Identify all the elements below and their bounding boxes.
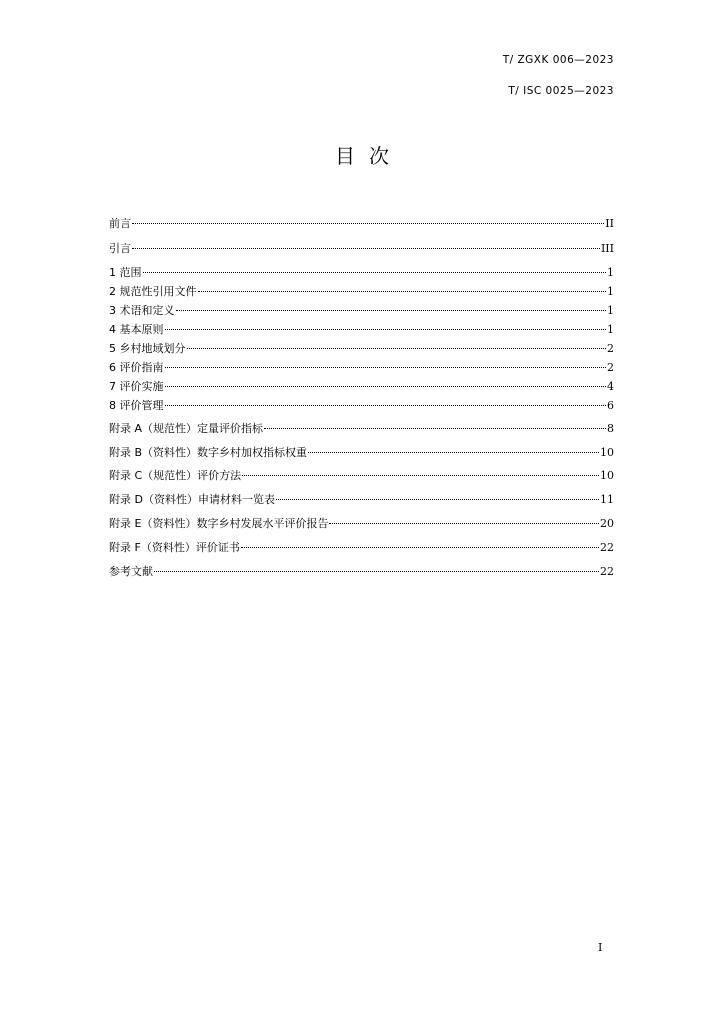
- toc-entry-annex-e[interactable]: [109, 513, 614, 531]
- toc-leader-dots: [165, 395, 607, 409]
- toc-entry-label: 附录 A（规范性）定量评价指标: [109, 422, 264, 435]
- toc-entry-page: 1: [607, 285, 614, 298]
- toc-leader-dots: [143, 262, 607, 276]
- toc-entry-page: 10: [600, 446, 614, 459]
- toc-entry-evaluation-guide[interactable]: [109, 357, 614, 375]
- toc-entry-normative-references[interactable]: [109, 281, 614, 299]
- toc-entry-page: 8: [607, 422, 614, 435]
- toc-entry-page: 1: [607, 266, 614, 279]
- toc-entry-page: 11: [600, 493, 614, 506]
- toc-leader-dots: [165, 376, 607, 390]
- toc-leader-dots: [264, 418, 606, 432]
- toc-entry-region-division[interactable]: [109, 338, 614, 356]
- toc-entry-label: 8 评价管理: [109, 399, 164, 412]
- toc-entry-page: 20: [600, 517, 614, 530]
- toc-entry-page: III: [600, 242, 614, 255]
- toc-leader-dots: [132, 213, 604, 227]
- toc-entry-page: 22: [600, 541, 614, 554]
- toc-entry-label: 附录 C（规范性）评价方法: [109, 469, 242, 482]
- toc-entry-label: 附录 E（资料性）数字乡村发展水平评价报告: [109, 517, 329, 530]
- toc-entry-page: 6: [607, 399, 614, 412]
- toc-entry-scope[interactable]: [109, 262, 614, 280]
- toc-leader-dots: [242, 465, 599, 479]
- toc-entry-page: 2: [607, 361, 614, 374]
- toc-entry-label: 3 术语和定义: [109, 304, 175, 317]
- toc-leader-dots: [308, 442, 599, 456]
- standard-code-1: T/ ZGXK 006—2023: [502, 54, 614, 66]
- toc-entry-label: 引言: [109, 242, 131, 255]
- page-number: I: [598, 941, 603, 954]
- toc-leader-dots: [187, 338, 607, 352]
- toc-leader-dots: [154, 561, 599, 575]
- toc-entry-annex-a[interactable]: [109, 418, 614, 436]
- toc-entry-label: 2 规范性引用文件: [109, 285, 197, 298]
- page-title: 目次: [335, 144, 403, 168]
- toc-entry-page: 1: [607, 304, 614, 317]
- toc-leader-dots: [176, 300, 607, 314]
- toc-entry-label: 6 评价指南: [109, 361, 164, 374]
- toc-entry-label: 附录 F（资料性）评价证书: [109, 541, 240, 554]
- toc-entry-annex-b[interactable]: [109, 442, 614, 460]
- toc-entry-label: 5 乡村地域划分: [109, 342, 186, 355]
- toc-entry-label: 附录 B（资料性）数字乡村加权指标权重: [109, 446, 308, 459]
- toc-entry-label: 1 范围: [109, 266, 142, 279]
- toc-leader-dots: [329, 513, 599, 527]
- toc-entry-label: 参考文献: [109, 565, 153, 578]
- toc-entry-page: II: [605, 217, 614, 230]
- toc-entry-label: 4 基本原则: [109, 323, 164, 336]
- toc-entry-label: 7 评价实施: [109, 380, 164, 393]
- toc-entry-annex-f[interactable]: [109, 537, 614, 555]
- toc-entry-introduction[interactable]: [109, 238, 614, 256]
- toc-entry-page: 22: [600, 565, 614, 578]
- toc-entry-evaluation-management[interactable]: [109, 395, 614, 413]
- toc-leader-dots: [198, 281, 607, 295]
- toc-leader-dots: [241, 537, 599, 551]
- toc-entry-label: 前言: [109, 217, 131, 230]
- toc-leader-dots: [276, 489, 599, 503]
- toc-entry-page: 1: [607, 323, 614, 336]
- toc-entry-page: 10: [600, 469, 614, 482]
- toc-entry-annex-c[interactable]: [109, 465, 614, 483]
- toc-entry-terms[interactable]: [109, 300, 614, 318]
- toc-entry-evaluation-implementation[interactable]: [109, 376, 614, 394]
- toc-entry-principles[interactable]: [109, 319, 614, 337]
- toc-entry-foreword[interactable]: [109, 213, 614, 231]
- toc-leader-dots: [132, 238, 600, 252]
- toc-entry-annex-d[interactable]: [109, 489, 614, 507]
- toc-entry-label: 附录 D（资料性）申请材料一览表: [109, 493, 275, 506]
- toc-leader-dots: [165, 319, 607, 333]
- toc-entry-bibliography[interactable]: [109, 561, 614, 579]
- toc-entry-page: 2: [607, 342, 614, 355]
- toc-entry-page: 4: [607, 380, 614, 393]
- standard-code-2: T/ ISC 0025—2023: [508, 85, 614, 97]
- toc-leader-dots: [165, 357, 607, 371]
